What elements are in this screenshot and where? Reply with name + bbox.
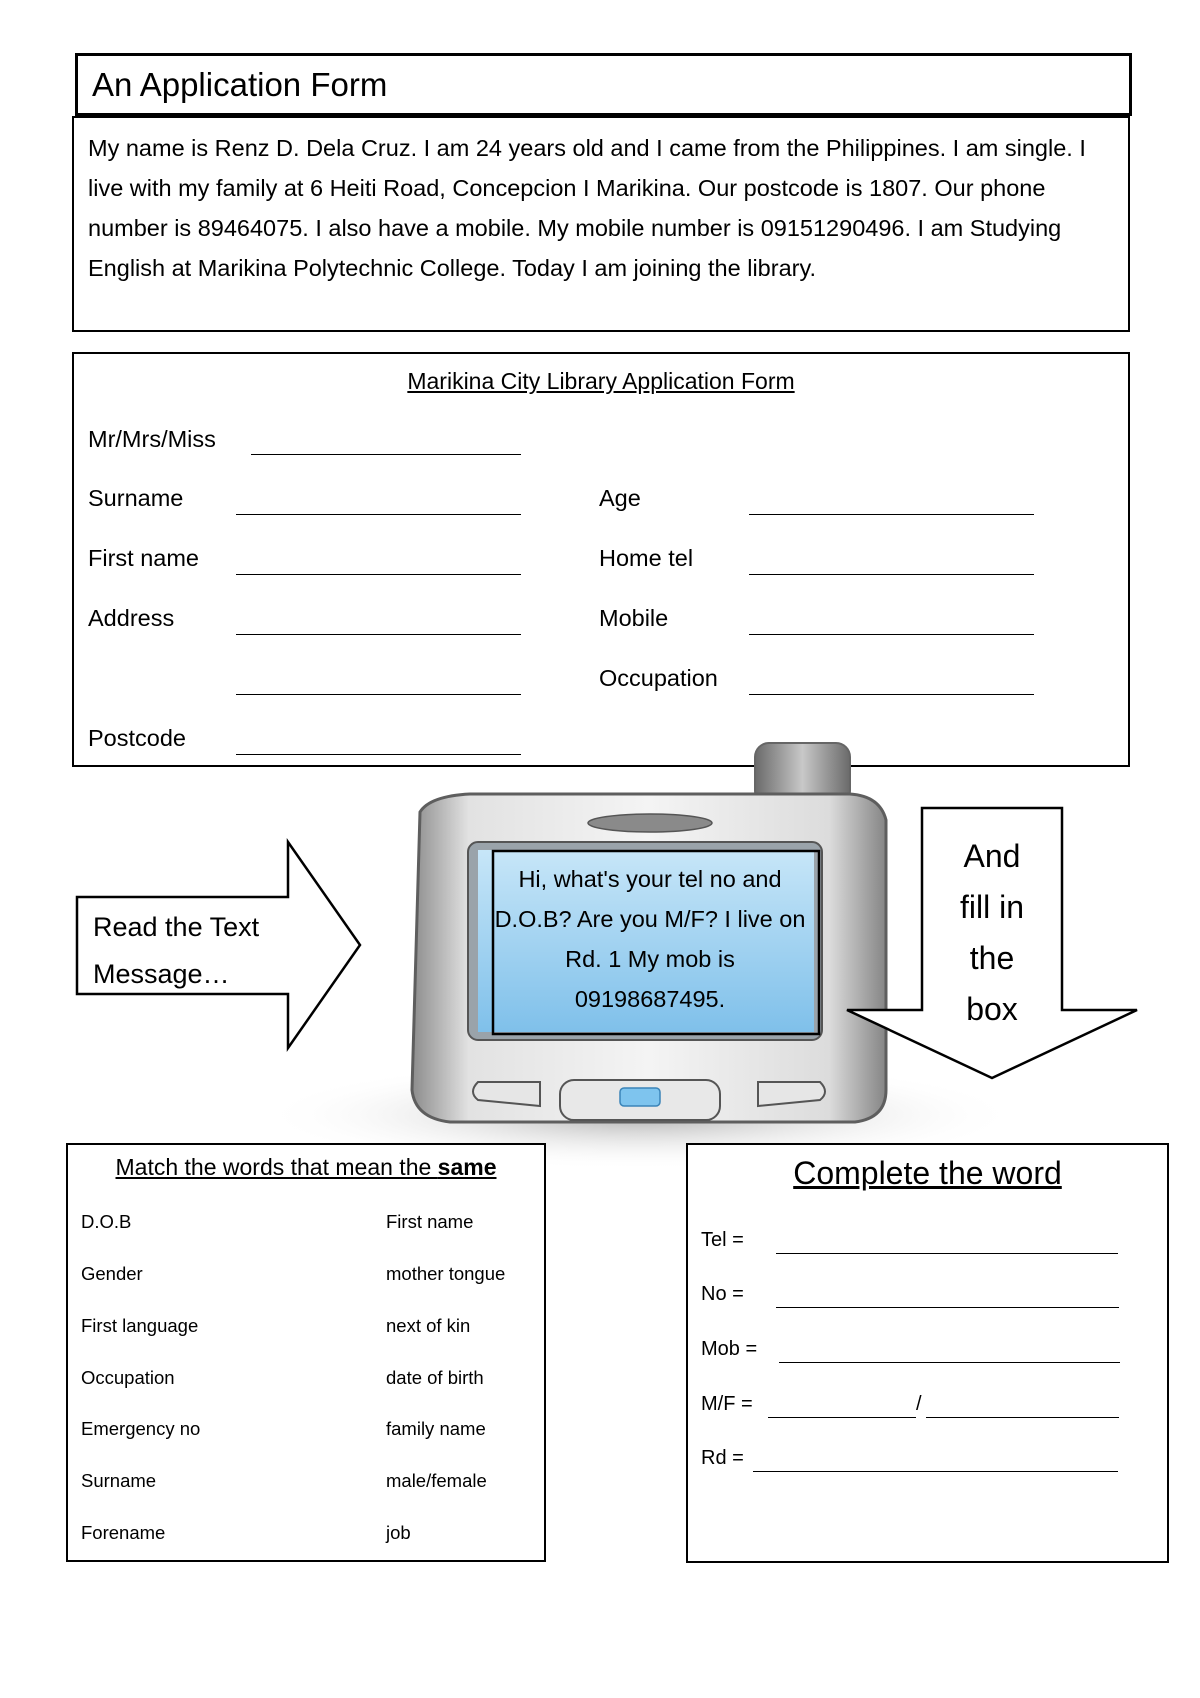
field-label-surname: Surname [88, 485, 184, 511]
complete-label-mf: M/F = [701, 1393, 753, 1415]
complete-line-mob[interactable] [779, 1362, 1120, 1363]
fill-arrow-line3: the [969, 940, 1015, 976]
complete-label-tel: Tel = [701, 1229, 744, 1251]
match-words-box [66, 1143, 546, 1562]
intro-paragraph: My name is Renz D. Dela Cruz. I am 24 years old and I came from the Philippines. I am single. I live with my family at 6 Heiti Road, Concepcion I Marikina. Our postcode is 1807. Our phone number is 89464075. I also have a mobile. My mobile number is 09151290496. I am Studying English at Marikina Polytechnic College. Today I am joining the library. [88, 135, 1086, 281]
match-right-item: next of kin [386, 1315, 471, 1336]
read-arrow-line1: Read the Text [93, 912, 260, 942]
match-left-item: Gender [81, 1263, 143, 1284]
field-label-address: Address [88, 605, 175, 631]
match-right-item: family name [386, 1418, 486, 1439]
match-left-item: Occupation [81, 1367, 175, 1388]
complete-line-rd[interactable] [753, 1471, 1118, 1472]
fill-arrow-line1: And [963, 838, 1021, 874]
match-right-item: mother tongue [386, 1263, 506, 1284]
match-heading-bold: same [437, 1154, 497, 1180]
page-title: An Application Form [92, 66, 388, 103]
match-right-item: First name [386, 1211, 474, 1232]
read-arrow-line2: Message… [93, 959, 230, 989]
fill-arrow-line4: box [966, 991, 1018, 1027]
complete-line-m[interactable] [768, 1417, 916, 1418]
complete-label-mob: Mob = [701, 1338, 758, 1360]
complete-label-no: No = [701, 1283, 744, 1305]
match-right-item: date of birth [386, 1367, 484, 1388]
match-left-item: Emergency no [81, 1418, 201, 1439]
match-left-item: D.O.B [81, 1211, 132, 1232]
match-right-item: job [386, 1522, 411, 1543]
field-label-title: Mr/Mrs/Miss [88, 426, 216, 452]
match-left-item: First language [81, 1315, 199, 1336]
match-heading [68, 1154, 544, 1181]
complete-line-tel[interactable] [776, 1253, 1118, 1254]
match-right-item: male/female [386, 1470, 487, 1491]
field-label-mobile: Mobile [599, 605, 669, 631]
complete-heading: Complete the word [793, 1155, 1062, 1191]
field-label-occupation: Occupation [599, 665, 718, 691]
match-left-item: Forename [81, 1522, 166, 1543]
field-label-age: Age [599, 485, 641, 511]
phone-message: Hi, what's your tel no and D.O.B? Are you M/F? I live on Rd. 1 My mob is 09198687495. [494, 866, 806, 1012]
complete-line-no[interactable] [776, 1307, 1119, 1308]
complete-slash: / [916, 1393, 922, 1415]
field-label-first-name: First name [88, 545, 199, 571]
complete-word-box [686, 1143, 1169, 1563]
field-label-home-tel: Home tel [599, 545, 694, 571]
match-heading-text: Match the words that mean the [115, 1154, 438, 1180]
library-form-heading: Marikina City Library Application Form [407, 368, 795, 394]
field-label-postcode: Postcode [88, 725, 186, 751]
fill-arrow-line2: fill in [959, 889, 1024, 925]
complete-line-f[interactable] [926, 1417, 1119, 1418]
complete-label-rd: Rd = [701, 1447, 744, 1469]
match-left-item: Surname [81, 1470, 157, 1491]
